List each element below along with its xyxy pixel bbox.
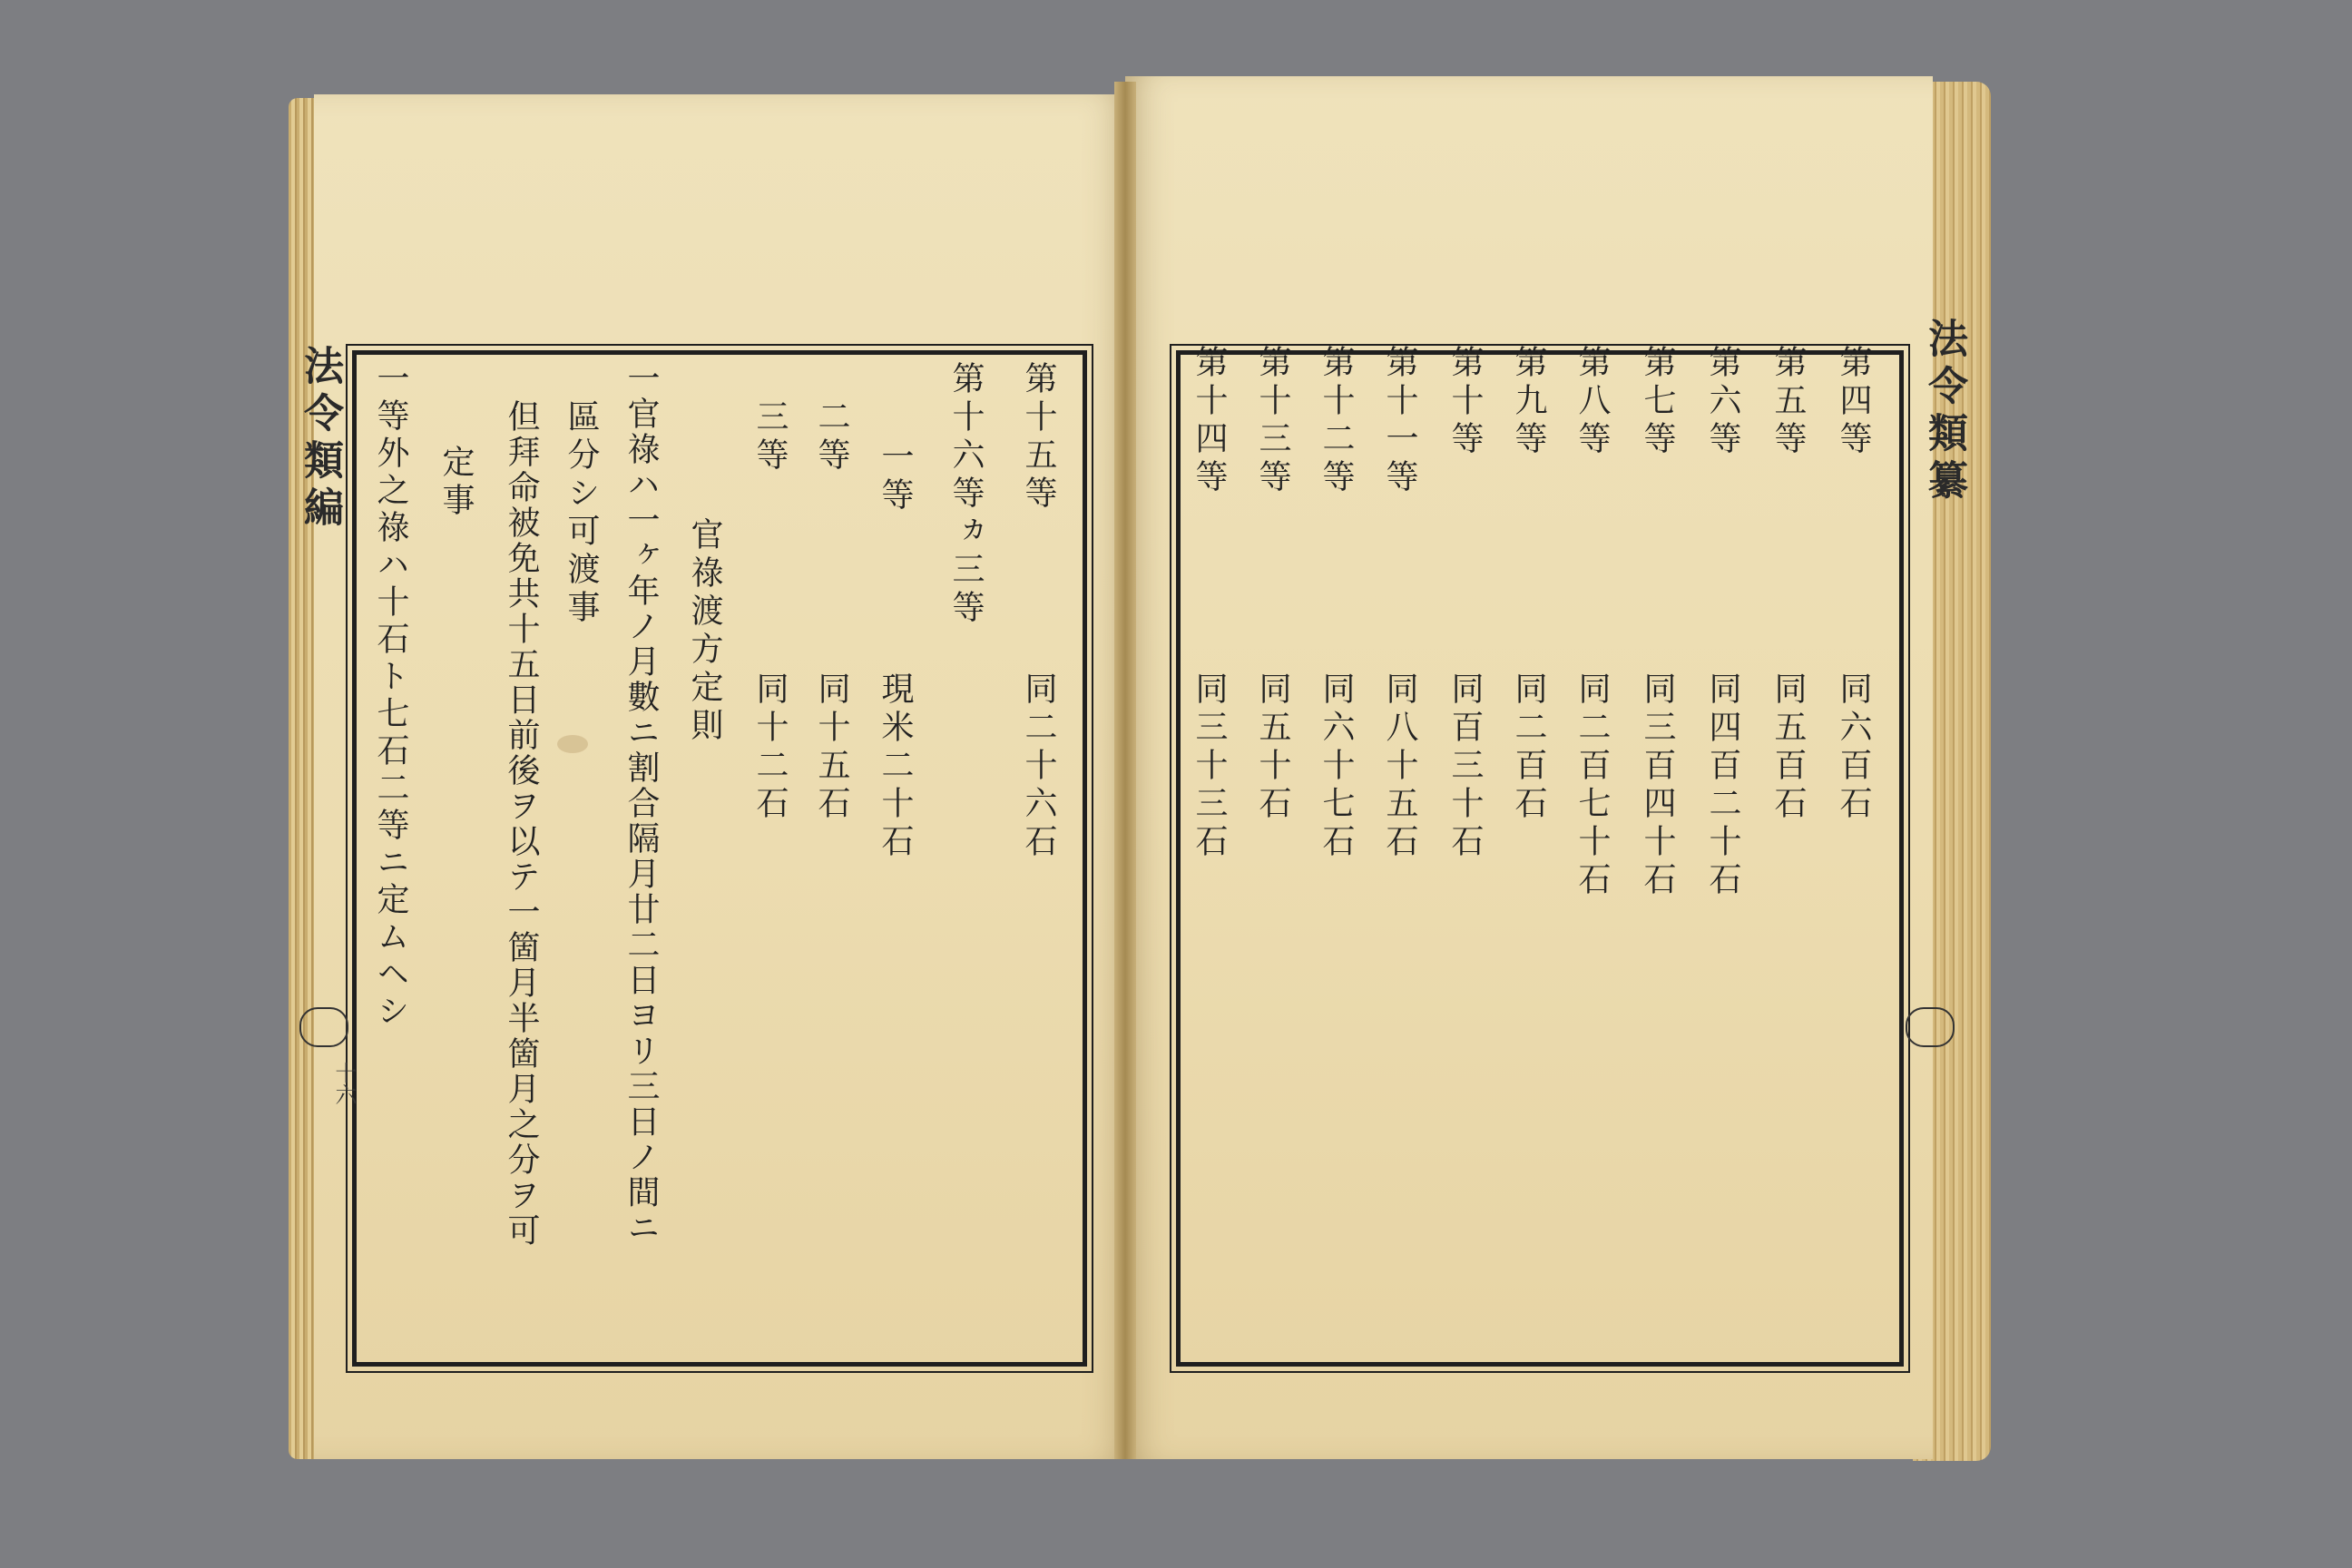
right-col-4-top: 第七等 xyxy=(1639,345,1676,459)
left-col-11: 一等外之祿ハ十石ト七石二等ニ定ムヘシ xyxy=(372,361,409,1031)
right-col-2-bottom: 同五百石 xyxy=(1769,671,1807,824)
left-col-10: 定事 xyxy=(437,445,475,521)
right-col-6-bottom: 同二百石 xyxy=(1510,671,1547,824)
left-col-1-top: 第十五等 xyxy=(1020,361,1057,514)
left-col-4-top: 二等 xyxy=(813,399,850,475)
right-text-frame xyxy=(1176,350,1904,1367)
left-col-6-heading: 官祿渡方定則 xyxy=(686,517,723,746)
left-spine-title: 法令類編 xyxy=(297,345,343,534)
paper-stain xyxy=(557,735,588,753)
right-col-5-bottom: 同二百七十石 xyxy=(1573,671,1611,900)
right-col-2-top: 第五等 xyxy=(1769,345,1807,459)
right-col-11-top: 第十四等 xyxy=(1191,345,1228,497)
right-col-7-bottom: 同百三十石 xyxy=(1446,671,1484,862)
right-col-4-bottom: 同三百四十石 xyxy=(1639,671,1676,900)
left-col-3-bottom: 現米二十石 xyxy=(877,671,914,862)
right-col-9-top: 第十二等 xyxy=(1318,345,1355,497)
left-col-7: 一官祿ハ一ヶ年ノ月數ニ割合隔月廿二日ヨリ三日ノ間ニ xyxy=(622,361,660,1246)
left-col-1-bottom: 同二十六石 xyxy=(1020,671,1057,862)
right-col-7-top: 第十等 xyxy=(1446,345,1484,459)
right-col-1-bottom: 同六百石 xyxy=(1835,671,1872,824)
right-col-8-top: 第十一等 xyxy=(1381,345,1418,497)
book-gutter xyxy=(1114,82,1136,1459)
left-col-3-top: 一等 xyxy=(877,439,914,515)
right-col-3-top: 第六等 xyxy=(1704,345,1741,459)
left-col-2-top: 第十六等ヵ三等 xyxy=(947,361,985,628)
right-col-8-bottom: 同八十五石 xyxy=(1381,671,1418,862)
right-col-1-top: 第四等 xyxy=(1835,345,1872,459)
right-col-5-top: 第八等 xyxy=(1573,345,1611,459)
left-fishtail-mark xyxy=(299,1007,348,1047)
right-col-9-bottom: 同六十七石 xyxy=(1318,671,1355,862)
left-page-number: 十六 xyxy=(331,1062,357,1105)
left-col-5-bottom: 同十二石 xyxy=(751,671,789,824)
right-col-10-top: 第十三等 xyxy=(1254,345,1291,497)
right-col-6-top: 第九等 xyxy=(1510,345,1547,459)
left-col-4-bottom: 同十五石 xyxy=(813,671,850,824)
right-fishtail-mark xyxy=(1906,1007,1955,1047)
left-col-5-top: 三等 xyxy=(751,399,789,475)
right-col-10-bottom: 同五十石 xyxy=(1254,671,1291,824)
left-col-9: 但拜命被免共十五日前後ヲ以テ一箇月半箇月之分ヲ可 xyxy=(503,399,540,1249)
left-col-8: 區分シ可渡事 xyxy=(563,399,600,628)
right-col-11-bottom: 同三十三石 xyxy=(1191,671,1228,862)
right-spine-title: 法令類纂 xyxy=(1921,318,1967,506)
right-col-3-bottom: 同四百二十石 xyxy=(1704,671,1741,900)
